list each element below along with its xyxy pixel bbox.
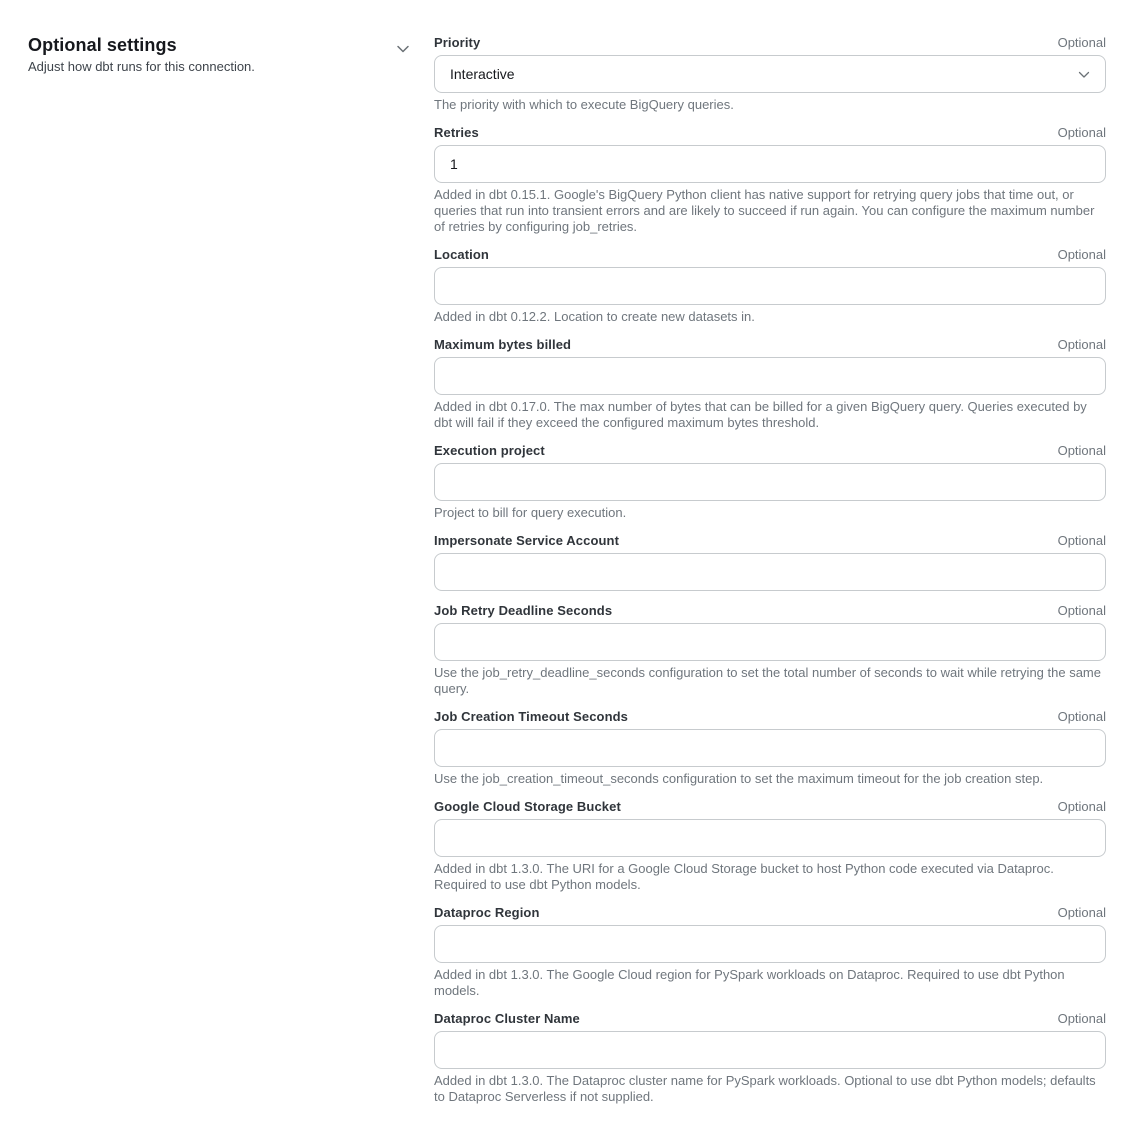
- field-label-row: [434, 709, 1106, 725]
- field-group: [434, 709, 1106, 787]
- section-header-text: [28, 34, 255, 75]
- field-group: [434, 799, 1106, 893]
- field-label: Google Cloud Storage Bucket: [434, 799, 621, 814]
- optional-badge: Optional: [1057, 533, 1106, 548]
- section-subtitle: Adjust how dbt runs for this connection.: [28, 59, 255, 74]
- chevron-down-icon: [1078, 66, 1090, 82]
- field-input-location[interactable]: [434, 267, 1106, 305]
- select-value: Interactive: [450, 66, 515, 82]
- field-select-priority[interactable]: [434, 55, 1106, 93]
- optional-badge: Optional: [1057, 1011, 1106, 1026]
- field-label: Location: [434, 247, 489, 262]
- field-help: Use the job_creation_timeout_seconds configuration to set the maximum timeout for the job creation step.: [434, 771, 1044, 786]
- field-help: Added in dbt 1.3.0. The Dataproc cluster name for PySpark workloads. Optional to use dbt Python models; defaults to Dataproc Serverless if not supplied.: [434, 1073, 1096, 1104]
- field-input-impersonate-service-account[interactable]: [434, 553, 1106, 591]
- field-help: Added in dbt 0.15.1. Google's BigQuery Python client has native support for retrying query jobs that time out, or queries that run into transient errors and are likely to succeed if run again. You can configure the maximum number of retries by configuring job_retries.: [434, 187, 1095, 234]
- field-label: Retries: [434, 125, 479, 140]
- section-title: Optional settings: [28, 35, 177, 55]
- optional-badge: Optional: [1057, 337, 1106, 352]
- field-help: Added in dbt 0.12.2. Location to create new datasets in.: [434, 309, 755, 324]
- field-label: Priority: [434, 35, 481, 50]
- field-help: Added in dbt 1.3.0. The Google Cloud region for PySpark workloads on Dataproc. Required to use dbt Python models.: [434, 967, 1065, 998]
- field-group: [434, 905, 1106, 999]
- field-group: [434, 125, 1106, 235]
- field-label-row: [434, 247, 1106, 263]
- field-label-row: [434, 443, 1106, 459]
- field-group: [434, 1011, 1106, 1105]
- field-label: Execution project: [434, 443, 545, 458]
- field-help: Added in dbt 1.3.0. The URI for a Google Cloud Storage bucket to host Python code executed via Dataproc. Required to use dbt Python models.: [434, 861, 1054, 892]
- field-label-row: [434, 533, 1106, 549]
- field-label: Dataproc Region: [434, 905, 540, 920]
- field-label: Job Creation Timeout Seconds: [434, 709, 628, 724]
- field-group: [434, 603, 1106, 697]
- field-label-row: [434, 1011, 1106, 1027]
- field-input-job-retry-deadline-seconds[interactable]: [434, 623, 1106, 661]
- optional-settings-form: [434, 34, 1106, 1117]
- field-label-row: [434, 905, 1106, 921]
- optional-badge: Optional: [1057, 247, 1106, 262]
- optional-badge: Optional: [1057, 709, 1106, 724]
- optional-badge: Optional: [1057, 603, 1106, 618]
- field-label: Maximum bytes billed: [434, 337, 572, 352]
- field-group: [434, 337, 1106, 431]
- field-label: Dataproc Cluster Name: [434, 1011, 580, 1026]
- field-input-job-creation-timeout-seconds[interactable]: [434, 729, 1106, 767]
- field-label-row: [434, 799, 1106, 815]
- field-input-google-cloud-storage-bucket[interactable]: [434, 819, 1106, 857]
- field-label-row: [434, 125, 1106, 141]
- field-help: The priority with which to execute BigQuery queries.: [434, 97, 734, 112]
- optional-badge: Optional: [1057, 35, 1106, 50]
- field-help: Project to bill for query execution.: [434, 505, 627, 520]
- field-label: Impersonate Service Account: [434, 533, 620, 548]
- field-input-dataproc-region[interactable]: [434, 925, 1106, 963]
- field-input-maximum-bytes-billed[interactable]: [434, 357, 1106, 395]
- section-header: [28, 34, 412, 75]
- field-label-row: [434, 337, 1106, 353]
- field-group: [434, 533, 1106, 591]
- optional-badge: Optional: [1057, 799, 1106, 814]
- section-collapse-button[interactable]: [396, 44, 410, 54]
- field-input-retries[interactable]: [434, 145, 1106, 183]
- optional-badge: Optional: [1057, 905, 1106, 920]
- field-group: [434, 35, 1106, 113]
- field-help: Added in dbt 0.17.0. The max number of bytes that can be billed for a given BigQuery query. Queries executed by dbt will fail if they exceed the configured maximum bytes threshold.: [434, 399, 1087, 430]
- field-label-row: [434, 35, 1106, 51]
- field-group: [434, 443, 1106, 521]
- field-input-dataproc-cluster-name[interactable]: [434, 1031, 1106, 1069]
- optional-badge: Optional: [1057, 125, 1106, 140]
- field-label-row: [434, 603, 1106, 619]
- chevron-down-icon: [396, 44, 410, 54]
- field-help: Use the job_retry_deadline_seconds configuration to set the total number of seconds to wait while retrying the same query.: [434, 665, 1101, 696]
- field-label: Job Retry Deadline Seconds: [434, 603, 613, 618]
- field-group: [434, 247, 1106, 325]
- field-input-execution-project[interactable]: [434, 463, 1106, 501]
- optional-badge: Optional: [1057, 443, 1106, 458]
